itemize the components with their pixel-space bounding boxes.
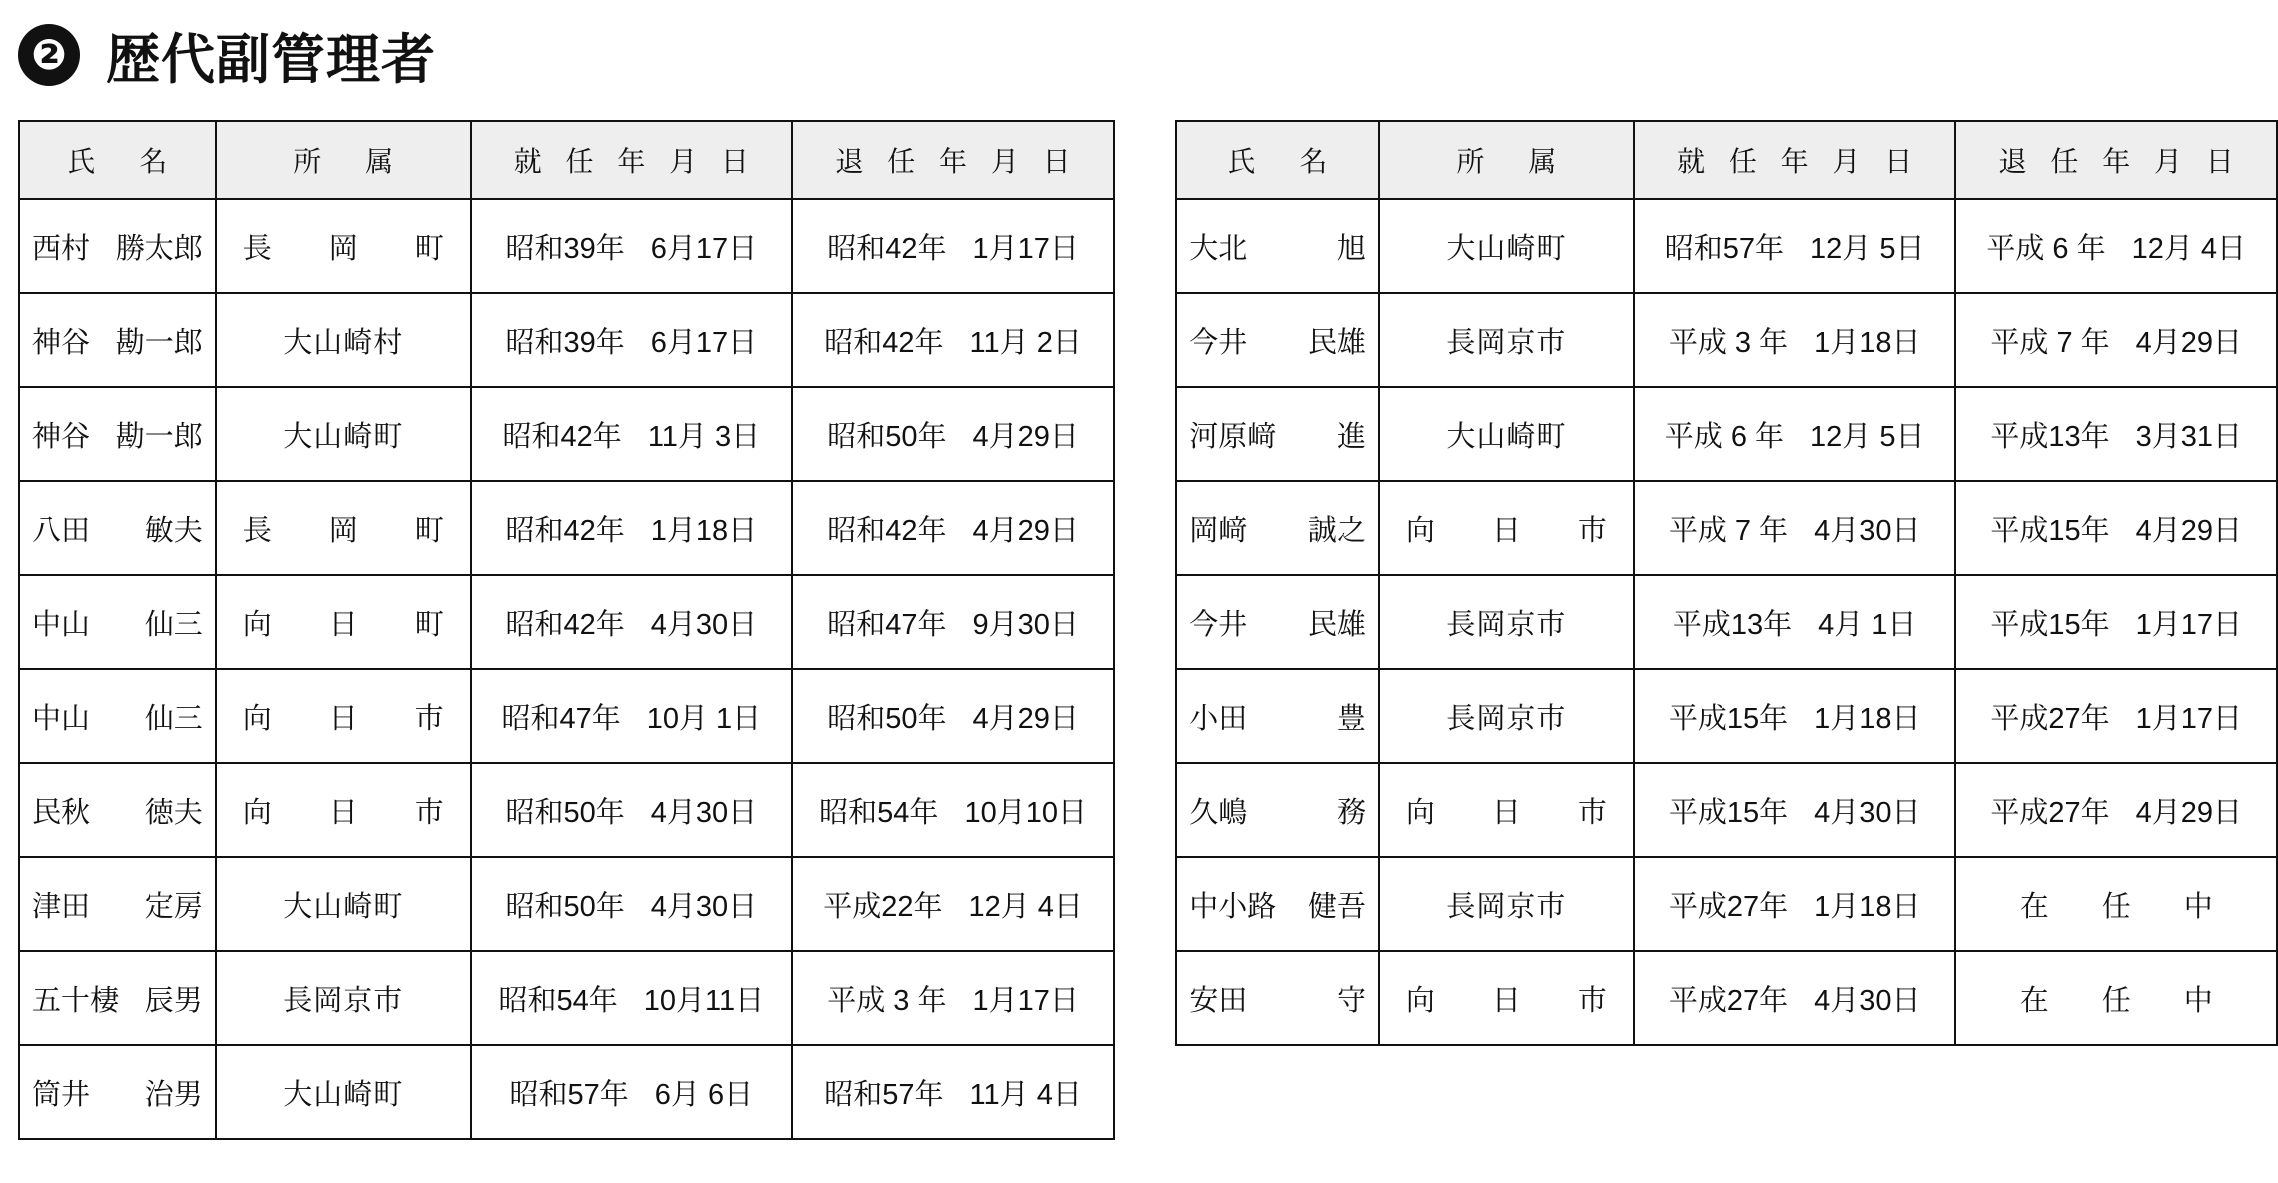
cell-name: [1176, 669, 1379, 763]
cell-organization: [216, 669, 471, 763]
table-row: [1176, 669, 2277, 763]
start-date-monthday: 6月 6日: [654, 1078, 754, 1111]
name-surname: 八田: [32, 514, 91, 547]
organization-label: 向 日 市: [1405, 514, 1621, 547]
name-surname: 筒井: [32, 1078, 91, 1111]
cell-name: [19, 199, 216, 293]
organization-label: 長岡京市: [283, 984, 404, 1017]
end-date-era: 平成 3 年: [827, 984, 947, 1017]
organization-label: 大山崎町: [1446, 420, 1567, 453]
name-surname: 神谷: [32, 326, 91, 359]
end-date-era: 昭和42年: [824, 326, 944, 359]
start-date-era: 昭和50年: [505, 796, 625, 829]
start-date-monthday: 4月30日: [1814, 514, 1921, 547]
name-given: 敏夫: [144, 514, 203, 547]
organization-label: 大山崎町: [283, 1078, 404, 1111]
table-header-row: [19, 121, 1114, 199]
cell-organization: [1379, 857, 1634, 951]
cell-start-date: [1634, 387, 1956, 481]
column-header-start: 就 任 年 月 日: [471, 121, 792, 199]
end-date-era: 平成13年: [1990, 420, 2110, 453]
end-date-monthday: 4月29日: [2135, 514, 2243, 547]
cell-organization: [216, 951, 471, 1045]
cell-name: [1176, 481, 1379, 575]
cell-organization: [216, 763, 471, 857]
name-surname: 民秋: [32, 796, 91, 829]
end-date-era: 昭和42年: [827, 232, 947, 265]
cell-name: [19, 763, 216, 857]
end-date-monthday: 10月10日: [964, 796, 1087, 829]
end-date-monthday: 11月 4日: [969, 1078, 1082, 1111]
cell-end-date: [1955, 293, 2277, 387]
end-date-status: 在 任 中: [2019, 984, 2225, 1017]
table-row: [1176, 575, 2277, 669]
name-given: 守: [1336, 984, 1366, 1017]
cell-end-date: [1955, 387, 2277, 481]
organization-label: 長岡京市: [1446, 326, 1567, 359]
name-given: 徳夫: [144, 796, 203, 829]
end-date-monthday: 4月29日: [972, 702, 1079, 735]
cell-start-date: [1634, 293, 1956, 387]
start-date-era: 昭和42年: [505, 608, 625, 641]
cell-start-date: [471, 387, 792, 481]
end-date-monthday: 1月17日: [2135, 702, 2243, 735]
cell-start-date: [1634, 575, 1956, 669]
end-date-status: 在 任 中: [2019, 890, 2225, 923]
start-date-monthday: 4月30日: [1814, 796, 1921, 829]
cell-name: [19, 857, 216, 951]
cell-name: [1176, 293, 1379, 387]
end-date-era: 昭和57年: [824, 1078, 944, 1111]
table-row: [19, 763, 1114, 857]
start-date-era: 平成 3 年: [1668, 326, 1789, 359]
organization-label: 大山崎町: [1446, 232, 1567, 265]
name-given: 民雄: [1307, 608, 1366, 641]
start-date-era: 昭和39年: [505, 232, 625, 265]
end-date-monthday: 4月29日: [2135, 326, 2243, 359]
cell-end-date: [792, 293, 1114, 387]
end-date-era: 平成27年: [1990, 796, 2110, 829]
start-date-era: 平成13年: [1672, 608, 1793, 641]
table-row: [19, 669, 1114, 763]
end-date-monthday: 4月29日: [2135, 796, 2243, 829]
name-surname: 安田: [1189, 984, 1248, 1017]
end-date-monthday: 9月30日: [972, 608, 1079, 641]
cell-name: [1176, 199, 1379, 293]
start-date-monthday: 1月18日: [1814, 326, 1921, 359]
organization-label: 大山崎町: [283, 890, 404, 923]
table-row: [1176, 951, 2277, 1045]
start-date-monthday: 12月 5日: [1810, 420, 1925, 453]
cell-name: [19, 575, 216, 669]
name-given: 誠之: [1307, 514, 1366, 547]
cell-name: [1176, 951, 1379, 1045]
name-surname: 津田: [32, 890, 91, 923]
cell-name: [1176, 857, 1379, 951]
roster-table-right: [1175, 120, 2278, 1046]
cell-end-date: [1955, 763, 2277, 857]
cell-name: [1176, 763, 1379, 857]
organization-label: 長岡京市: [1446, 702, 1567, 735]
organization-label: 長 岡 町: [242, 232, 458, 265]
organization-label: 大山崎町: [283, 420, 404, 453]
cell-organization: [1379, 481, 1634, 575]
start-date-era: 昭和50年: [505, 890, 625, 923]
start-date-monthday: 4月30日: [650, 890, 758, 923]
section-heading: [0, 0, 2278, 96]
cell-start-date: [471, 857, 792, 951]
table-row: [19, 387, 1114, 481]
start-date-monthday: 6月17日: [650, 232, 758, 265]
start-date-era: 昭和54年: [498, 984, 618, 1017]
cell-start-date: [471, 951, 792, 1045]
name-given: 仙三: [144, 608, 203, 641]
column-header-name: 氏 名: [19, 121, 216, 199]
cell-start-date: [471, 293, 792, 387]
cell-organization: [1379, 199, 1634, 293]
start-date-era: 昭和47年: [501, 702, 621, 735]
end-date-era: 平成22年: [823, 890, 943, 923]
start-date-era: 平成 7 年: [1668, 514, 1789, 547]
cell-name: [19, 1045, 216, 1139]
table-body-left: [19, 199, 1114, 1139]
table-row: [19, 199, 1114, 293]
start-date-era: 平成 6 年: [1664, 420, 1785, 453]
column-header-end: 退 任 年 月 日: [1955, 121, 2277, 199]
column-header-end: 退 任 年 月 日: [792, 121, 1114, 199]
start-date-monthday: 4月30日: [650, 796, 758, 829]
start-date-monthday: 1月18日: [1814, 890, 1921, 923]
name-surname: 久嶋: [1189, 796, 1248, 829]
table-row: [19, 951, 1114, 1045]
name-given: 治男: [144, 1078, 203, 1111]
end-date-monthday: 4月29日: [972, 420, 1079, 453]
name-given: 辰男: [144, 984, 203, 1017]
organization-label: 向 日 市: [242, 702, 458, 735]
table-row: [1176, 763, 2277, 857]
cell-end-date: [1955, 669, 2277, 763]
start-date-era: 平成15年: [1668, 702, 1789, 735]
name-given: 仙三: [144, 702, 203, 735]
cell-organization: [1379, 387, 1634, 481]
cell-end-date: [1955, 857, 2277, 951]
end-date-monthday: 3月31日: [2135, 420, 2243, 453]
organization-label: 向 日 町: [242, 608, 458, 641]
cell-start-date: [1634, 669, 1956, 763]
name-given: 勘一郎: [115, 326, 203, 359]
cell-start-date: [1634, 857, 1956, 951]
name-surname: 大北: [1189, 232, 1248, 265]
cell-organization: [1379, 763, 1634, 857]
end-date-era: 昭和50年: [827, 702, 947, 735]
end-date-monthday: 4月29日: [972, 514, 1079, 547]
end-date-era: 昭和42年: [827, 514, 947, 547]
end-date-era: 昭和50年: [827, 420, 947, 453]
cell-start-date: [471, 1045, 792, 1139]
organization-label: 長岡京市: [1446, 608, 1567, 641]
section-number-badge: ❷: [18, 24, 80, 86]
name-given: 進: [1336, 420, 1366, 453]
name-surname: 中山: [32, 608, 91, 641]
table-row: [19, 1045, 1114, 1139]
start-date-monthday: 4月30日: [650, 608, 758, 641]
start-date-era: 平成27年: [1668, 984, 1789, 1017]
name-surname: 五十棲: [32, 984, 120, 1017]
cell-end-date: [792, 669, 1114, 763]
start-date-monthday: 1月18日: [1814, 702, 1921, 735]
column-header-org: 所 属: [216, 121, 471, 199]
organization-label: 長岡京市: [1446, 890, 1567, 923]
table-row: [19, 575, 1114, 669]
table-row: [19, 293, 1114, 387]
cell-start-date: [1634, 763, 1956, 857]
cell-end-date: [792, 481, 1114, 575]
cell-organization: [216, 387, 471, 481]
cell-start-date: [471, 481, 792, 575]
start-date-era: 平成15年: [1668, 796, 1789, 829]
cell-name: [1176, 387, 1379, 481]
name-surname: 岡﨑: [1189, 514, 1248, 547]
cell-end-date: [792, 951, 1114, 1045]
end-date-monthday: 1月17日: [2135, 608, 2243, 641]
cell-start-date: [1634, 199, 1956, 293]
cell-organization: [1379, 669, 1634, 763]
name-given: 健吾: [1307, 890, 1366, 923]
cell-end-date: [792, 575, 1114, 669]
cell-end-date: [1955, 575, 2277, 669]
end-date-era: 平成 7 年: [1990, 326, 2110, 359]
table-row: [19, 481, 1114, 575]
cell-organization: [216, 575, 471, 669]
cell-start-date: [471, 575, 792, 669]
organization-label: 長 岡 町: [242, 514, 458, 547]
start-date-monthday: 4月 1日: [1818, 608, 1917, 641]
cell-name: [19, 481, 216, 575]
cell-start-date: [471, 763, 792, 857]
cell-name: [1176, 575, 1379, 669]
name-surname: 中山: [32, 702, 91, 735]
table-row: [19, 857, 1114, 951]
start-date-monthday: 11月 3日: [647, 420, 761, 453]
name-surname: 河原﨑: [1189, 420, 1277, 453]
name-given: 務: [1336, 796, 1366, 829]
start-date-monthday: 6月17日: [650, 326, 758, 359]
column-header-name: 氏 名: [1176, 121, 1379, 199]
cell-end-date: [792, 1045, 1114, 1139]
cell-end-date: [792, 857, 1114, 951]
cell-name: [19, 293, 216, 387]
organization-label: 向 日 市: [1405, 984, 1621, 1017]
cell-end-date: [1955, 481, 2277, 575]
name-surname: 小田: [1189, 702, 1248, 735]
end-date-monthday: 12月 4日: [968, 890, 1083, 923]
cell-start-date: [471, 669, 792, 763]
cell-start-date: [1634, 481, 1956, 575]
name-given: 勝太郎: [115, 232, 203, 265]
name-surname: 今井: [1189, 608, 1248, 641]
name-given: 豊: [1336, 702, 1366, 735]
start-date-monthday: 10月11日: [643, 984, 765, 1017]
cell-start-date: [1634, 951, 1956, 1045]
table-row: [1176, 857, 2277, 951]
end-date-era: 昭和47年: [827, 608, 947, 641]
column-header-start: 就 任 年 月 日: [1634, 121, 1956, 199]
organization-label: 大山崎村: [283, 326, 404, 359]
cell-start-date: [471, 199, 792, 293]
name-surname: 西村: [32, 232, 91, 265]
cell-name: [19, 669, 216, 763]
table-row: [1176, 293, 2277, 387]
start-date-era: 平成27年: [1668, 890, 1789, 923]
cell-end-date: [792, 387, 1114, 481]
name-surname: 今井: [1189, 326, 1248, 359]
end-date-monthday: 12月 4日: [2131, 232, 2247, 265]
cell-end-date: [1955, 199, 2277, 293]
end-date-monthday: 1月17日: [972, 984, 1079, 1017]
name-given: 勘一郎: [115, 420, 203, 453]
start-date-era: 昭和39年: [505, 326, 625, 359]
start-date-era: 昭和57年: [509, 1078, 629, 1111]
end-date-monthday: 1月17日: [972, 232, 1079, 265]
start-date-era: 昭和57年: [1664, 232, 1785, 265]
start-date-monthday: 10月 1日: [646, 702, 762, 735]
tables-container: [0, 96, 2278, 1140]
table-header-row: [1176, 121, 2277, 199]
cell-organization: [1379, 293, 1634, 387]
cell-organization: [216, 199, 471, 293]
start-date-era: 昭和42年: [502, 420, 622, 453]
cell-organization: [1379, 575, 1634, 669]
name-given: 民雄: [1307, 326, 1366, 359]
name-surname: 神谷: [32, 420, 91, 453]
end-date-era: 平成15年: [1990, 608, 2110, 641]
cell-end-date: [792, 763, 1114, 857]
end-date-era: 平成15年: [1990, 514, 2110, 547]
end-date-monthday: 11月 2日: [969, 326, 1082, 359]
cell-name: [19, 387, 216, 481]
cell-organization: [216, 857, 471, 951]
start-date-monthday: 1月18日: [650, 514, 758, 547]
end-date-era: 平成27年: [1990, 702, 2110, 735]
cell-organization: [216, 1045, 471, 1139]
name-given: 旭: [1336, 232, 1366, 265]
cell-end-date: [792, 199, 1114, 293]
cell-organization: [1379, 951, 1634, 1045]
end-date-era: 昭和54年: [819, 796, 939, 829]
cell-name: [19, 951, 216, 1045]
start-date-era: 昭和42年: [505, 514, 625, 547]
name-given: 定房: [144, 890, 203, 923]
table-body-right: [1176, 199, 2277, 1045]
table-row: [1176, 481, 2277, 575]
page-title: 歴代副管理者: [106, 29, 436, 90]
cell-organization: [216, 481, 471, 575]
organization-label: 向 日 市: [1405, 796, 1621, 829]
organization-label: 向 日 市: [242, 796, 458, 829]
name-surname: 中小路: [1189, 890, 1277, 923]
end-date-era: 平成 6 年: [1986, 232, 2106, 265]
table-row: [1176, 387, 2277, 481]
start-date-monthday: 12月 5日: [1810, 232, 1925, 265]
table-row: [1176, 199, 2277, 293]
column-header-org: 所 属: [1379, 121, 1634, 199]
start-date-monthday: 4月30日: [1814, 984, 1921, 1017]
roster-table-left: [18, 120, 1115, 1140]
cell-organization: [216, 293, 471, 387]
cell-end-date: [1955, 951, 2277, 1045]
